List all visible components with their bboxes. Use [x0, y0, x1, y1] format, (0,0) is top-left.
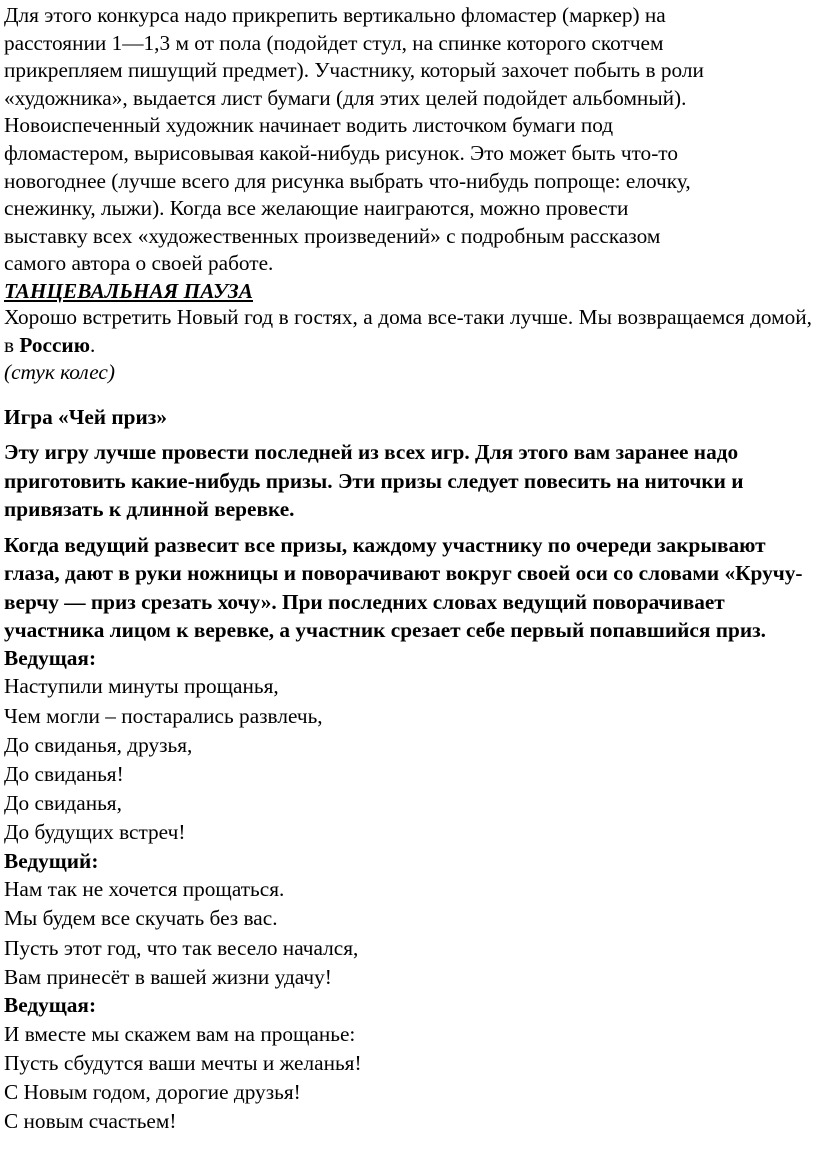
verse-line: И вместе мы скажем вам на прощанье: — [4, 1021, 356, 1046]
intro-line: Для этого конкурса надо прикрепить вертикально фломастер (маркер) на — [4, 3, 666, 27]
verse-line: С Новым годом, дорогие друзья! — [4, 1079, 301, 1104]
intro-line: прикрепляем пишущий предмет). Участнику, который захочет побыть в роли — [4, 58, 704, 83]
verse-line: Вам принесёт в вашей жизни удачу! — [4, 964, 332, 989]
intro-line: фломастером, вырисовывая какой-нибудь рисунок. Это может быть что-то — [4, 140, 678, 165]
intro-line: «художника», выдается лист бумаги (для этих целей подойдет альбомный). — [4, 85, 687, 110]
intro-paragraph — [4, 2, 812, 278]
intro-line: новогоднее (лучше всего для рисунка выбрать что-нибудь попроще: елочку, — [4, 168, 691, 193]
verse-line: Нам так не хочется прощаться. — [4, 877, 285, 902]
intro-line: самого автора о своей работе. — [4, 251, 274, 276]
return-text-start: Хорошо встретить Новый год в гостях, а дома все-таки лучше. Мы возвращаемся домой, в — [4, 304, 812, 357]
verse — [4, 1020, 812, 1137]
intro-line: Новоиспеченный художник начинает водить листочком бумаги под — [4, 113, 614, 138]
speaker-label: Ведущий: — [4, 848, 99, 873]
game-rules-paragraph-2: Когда ведущий развесит все призы, каждому участнику по очереди закрывают глаза, дают в руки ножницы и поворачивают вокруг своей оси со словами «Кручу-верчу — приз срезать хочу». При последних словах ведущий поворачивает участника лицом к веревке, а участник срезает себе первый попавшийся приз. — [4, 532, 803, 643]
verse-line: До свиданья! — [4, 761, 124, 786]
dialogue-block-3 — [4, 992, 812, 1136]
intro-line: выставку всех «художественных произведений» с подробным рассказом — [4, 223, 661, 248]
speaker-label: Ведущая: — [4, 992, 97, 1017]
verse-line: Чем могли – постарались развлечь, — [4, 703, 323, 728]
verse-line: С новым счастьем! — [4, 1109, 177, 1134]
verse-line: Пусть этот год, что так весело начался, — [4, 935, 359, 960]
return-home-paragraph — [4, 304, 812, 359]
intro-line: снежинку, лыжи). Когда все желающие наиграются, можно провести — [4, 196, 629, 221]
dialogue-block-2 — [4, 848, 812, 992]
verse-line: До свиданья, — [4, 791, 122, 816]
verse-line: Пусть сбудутся ваши мечты и желанья! — [4, 1050, 362, 1075]
dance-pause-heading: ТАНЦЕВАЛЬНАЯ ПАУЗА — [4, 278, 253, 303]
verse-line: Наступили минуты прощанья, — [4, 674, 279, 699]
intro-line: расстоянии 1—1,3 м от пола (подойдет стул, на спинке которого скотчем — [4, 30, 664, 55]
speaker-label: Ведущая: — [4, 645, 97, 670]
sound-note: (стук колес) — [4, 360, 115, 385]
game-title: Игра «Чей приз» — [4, 404, 167, 429]
verse-line: Мы будем все скучать без вас. — [4, 906, 278, 931]
verse-line: До будущих встреч! — [4, 820, 186, 845]
return-text-end: . — [89, 332, 96, 357]
russia-word: Россию — [19, 332, 90, 357]
game-rules-paragraph-1: Эту игру лучше провести последней из всех игр. Для этого вам заранее надо приготовить какие-нибудь призы. Эти призы следует повесить на ниточки и привязать к длинной веревке. — [4, 440, 744, 522]
verse — [4, 672, 812, 847]
dialogue-block-1 — [4, 645, 812, 848]
verse — [4, 875, 812, 992]
verse-line: До свиданья, друзья, — [4, 732, 193, 757]
